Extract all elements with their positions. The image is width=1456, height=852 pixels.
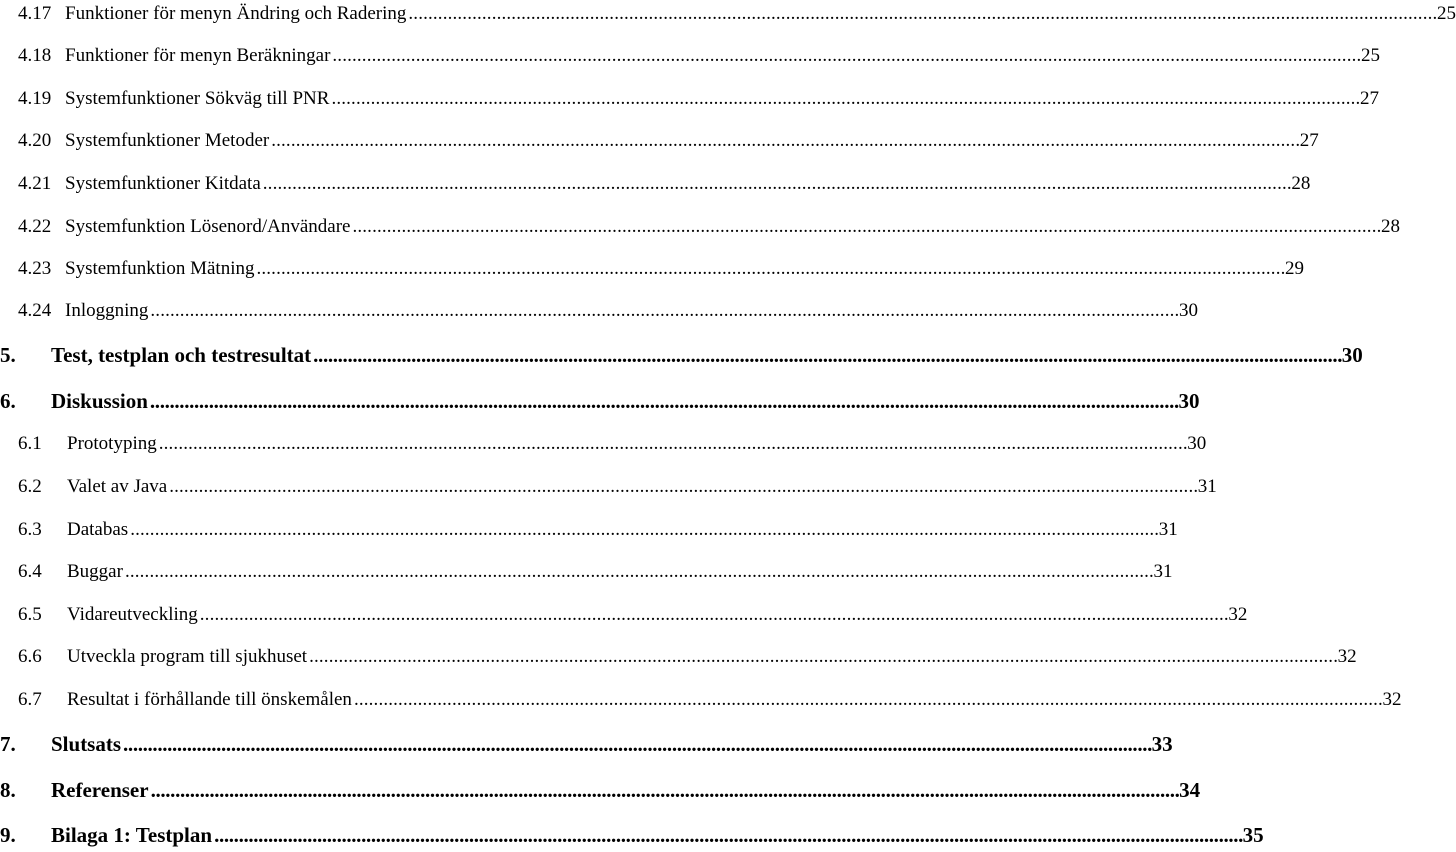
- dot-leader: [214, 822, 1241, 848]
- toc-entry-6-3[interactable]: [0, 518, 1178, 542]
- toc-page-number: 35: [1242, 823, 1264, 847]
- toc-entry-4-24[interactable]: [0, 299, 1198, 323]
- toc-number: 6.6: [18, 646, 42, 667]
- toc-title: Valet av Java: [67, 476, 168, 497]
- dot-leader: [352, 215, 1379, 239]
- toc-title: Diskussion: [51, 389, 148, 413]
- dot-leader: [130, 518, 1157, 542]
- toc-page-number: 29: [1285, 258, 1305, 279]
- dot-leader: [313, 342, 1340, 368]
- toc-title: Inloggning: [65, 300, 149, 321]
- toc-title: Bilaga 1: Testplan: [51, 823, 213, 847]
- dot-leader: [169, 475, 1196, 499]
- toc-entry-6-6[interactable]: [0, 645, 1357, 669]
- toc-page-number: 31: [1158, 519, 1178, 540]
- toc-page-number: 33: [1151, 732, 1173, 756]
- toc-number: 9.: [0, 823, 16, 847]
- dot-leader: [150, 388, 1177, 414]
- toc-page-number: 31: [1197, 476, 1217, 497]
- toc-entry-6-2[interactable]: [0, 475, 1217, 499]
- toc-number: 7.: [0, 732, 16, 756]
- dot-leader: [271, 129, 1298, 153]
- toc-entry-4-22[interactable]: [0, 215, 1401, 239]
- toc-number: 6.: [0, 389, 16, 413]
- toc-number: 4.17: [18, 3, 52, 24]
- toc-number: 6.7: [18, 689, 42, 710]
- toc-page-number: 30: [1187, 433, 1207, 454]
- dot-leader: [256, 257, 1283, 281]
- toc-entry-5[interactable]: [0, 342, 1363, 368]
- toc-number: 4.20: [18, 130, 52, 151]
- toc-number: 8.: [0, 778, 16, 802]
- toc-title: Slutsats: [51, 732, 122, 756]
- toc-title: Referenser: [51, 778, 149, 802]
- toc-title: Systemfunktioner Metoder: [65, 130, 270, 151]
- toc-entry-4-19[interactable]: [0, 87, 1379, 111]
- toc-page-number: 32: [1382, 689, 1402, 710]
- toc-number: 4.23: [18, 258, 52, 279]
- dot-leader: [123, 731, 1150, 757]
- toc-page-number: 31: [1153, 561, 1173, 582]
- toc-entry-6[interactable]: [0, 388, 1200, 414]
- toc-entry-4-20[interactable]: [0, 129, 1319, 153]
- dot-leader: [150, 299, 1177, 323]
- dot-leader: [159, 432, 1186, 456]
- dot-leader: [200, 603, 1227, 627]
- toc-entry-7[interactable]: [0, 731, 1173, 757]
- toc-title: Utveckla program till sjukhuset: [67, 646, 308, 667]
- toc-title: Buggar: [67, 561, 123, 582]
- toc-entry-9[interactable]: [0, 822, 1264, 848]
- toc-title: Resultat i förhållande till önskemålen: [67, 689, 352, 710]
- dot-leader: [331, 87, 1358, 111]
- dot-leader: [151, 777, 1178, 803]
- toc-page-number: 30: [1341, 343, 1363, 367]
- toc-entry-6-4[interactable]: [0, 560, 1173, 584]
- toc-number: 6.2: [18, 476, 42, 497]
- toc-entry-6-5[interactable]: [0, 603, 1248, 627]
- dot-leader: [309, 645, 1336, 669]
- toc-number: 6.5: [18, 604, 42, 625]
- toc-title: Funktioner för menyn Ändring och Radering: [65, 3, 407, 24]
- toc-number: 6.4: [18, 561, 42, 582]
- toc-number: 6.1: [18, 433, 42, 454]
- toc-page-number: 28: [1291, 173, 1311, 194]
- toc-page-number: 25: [1360, 45, 1380, 66]
- toc-page-number: 25: [1436, 3, 1456, 24]
- toc-page-number: 30: [1178, 300, 1198, 321]
- dot-leader: [263, 172, 1290, 196]
- toc-number: 5.: [0, 343, 16, 367]
- toc-title: Databas: [67, 519, 129, 540]
- toc-entry-8[interactable]: [0, 777, 1201, 803]
- toc-title: Systemfunktioner Sökväg till PNR: [65, 88, 330, 109]
- toc-number: 4.22: [18, 216, 52, 237]
- toc-entry-6-1[interactable]: [0, 432, 1207, 456]
- toc-number: 4.24: [18, 300, 52, 321]
- toc-title: Funktioner för menyn Beräkningar: [65, 45, 331, 66]
- dot-leader: [332, 44, 1359, 68]
- dot-leader: [354, 688, 1381, 712]
- toc-entry-6-7[interactable]: [0, 688, 1402, 712]
- toc-title: Systemfunktion Mätning: [65, 258, 255, 279]
- toc-page-number: 30: [1178, 389, 1200, 413]
- toc-title: Test, testplan och testresultat: [51, 343, 312, 367]
- toc-number: 6.3: [18, 519, 42, 540]
- toc-page-number: 34: [1179, 778, 1201, 802]
- dot-leader: [408, 2, 1435, 26]
- toc-entry-4-17[interactable]: [0, 2, 1456, 26]
- toc-title: Systemfunktion Lösenord/Användare: [65, 216, 351, 237]
- toc-entry-4-18[interactable]: [0, 44, 1380, 68]
- toc-page-number: 27: [1299, 130, 1319, 151]
- toc-title: Prototyping: [67, 433, 157, 454]
- toc-page-number: 28: [1381, 216, 1401, 237]
- toc-entry-4-23[interactable]: [0, 257, 1305, 281]
- toc-page-number: 32: [1337, 646, 1357, 667]
- toc-page-number: 32: [1228, 604, 1248, 625]
- toc-number: 4.18: [18, 45, 52, 66]
- toc-number: 4.21: [18, 173, 52, 194]
- toc-page-number: 27: [1360, 88, 1379, 109]
- toc-entry-4-21[interactable]: [0, 172, 1311, 196]
- toc-title: Systemfunktioner Kitdata: [65, 173, 261, 194]
- toc-number: 4.19: [18, 88, 52, 109]
- dot-leader: [125, 560, 1152, 584]
- toc-title: Vidareutveckling: [67, 604, 198, 625]
